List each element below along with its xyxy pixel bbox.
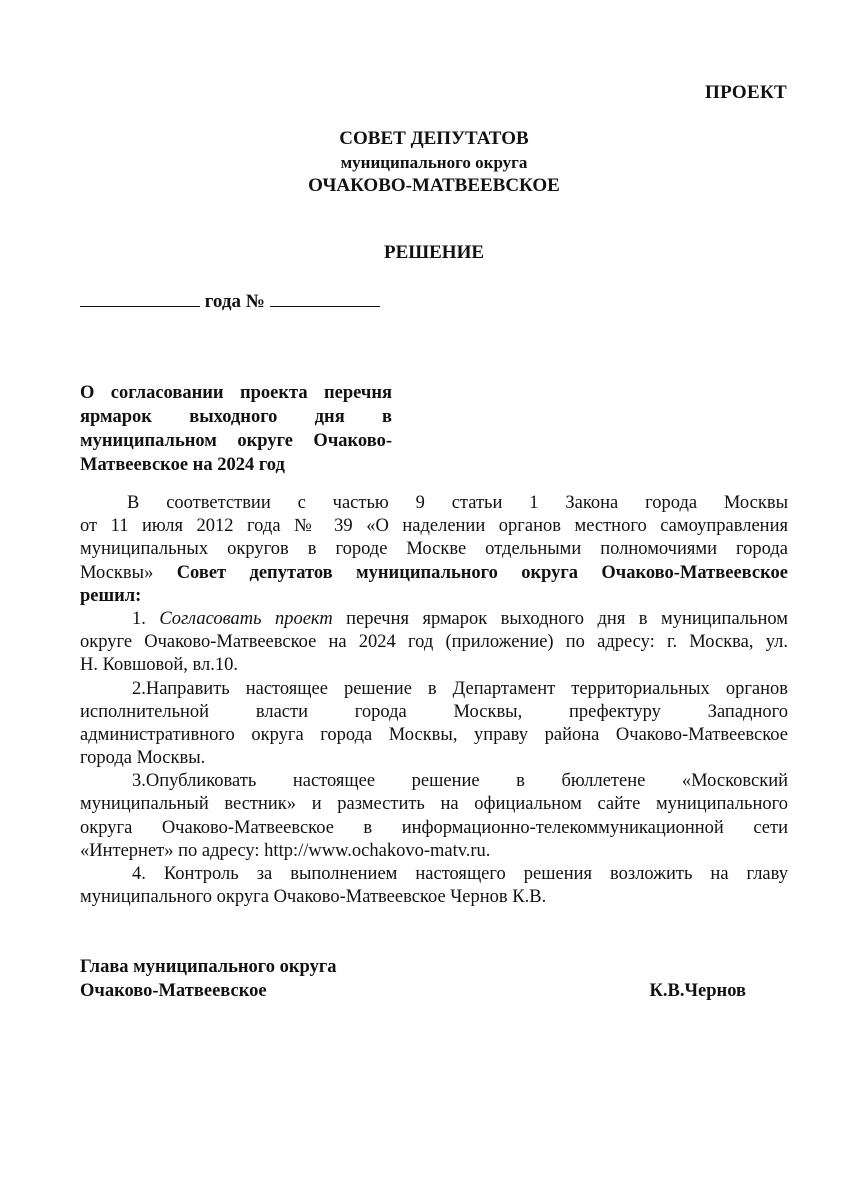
preamble-line [80,562,788,585]
item-1-text: перечня ярмарок выходного дня в муниципальном [346,608,788,629]
preamble-line: В соответствии с частью 9 статьи 1 Закона города Москвы [127,493,788,513]
item-3-line: «Интернет» по адресу: http://www.ochakovo-matv.ru. [80,840,491,861]
item-1-line: округе Очаково-Матвеевское на 2024 год (приложение) по адресу: г. Москва, ул. [80,632,788,653]
item-1-line: Н. Ковшовой, вл.10. [80,655,238,676]
item-1-italic: Согласовать проект [159,608,333,629]
item-1-number: 1. [132,608,146,629]
date-number-line [80,288,380,313]
issuer-line-2: муниципального округа [340,153,528,172]
signatory-title-line: Глава муниципального округа [80,957,337,977]
item-2-line: административного округа города Москвы, управу района Очаково-Матвеевское [80,724,788,745]
subject-line: ярмарок выходного дня в [80,407,392,427]
preamble-line: от 11 июля 2012 года № 39 «О наделении органов местного самоуправления [80,516,788,537]
item-4-line: 4. Контроль за выполнением настоящего решения возложить на главу [132,864,788,884]
signatory-title [80,955,336,1003]
subject-line: О согласовании проекта перечня [80,383,392,403]
item-3-line: 3.Опубликовать настоящее решение в бюллетене «Московский [132,771,788,792]
item-2-line: исполнительной власти города Москвы, префектуру Западного [80,701,788,722]
council-name: Совет депутатов муниципального округа Очаково-Матвеевское [176,562,788,583]
document-type-title: РЕШЕНИЕ [383,242,485,263]
number-blank [270,288,380,307]
issuer-line-1: СОВЕТ ДЕПУТАТОВ [339,128,529,149]
item-3-line: округа Очаково-Матвеевское в информационно-телекоммуникационной сети [80,817,788,838]
draft-stamp: ПРОЕКТ [705,82,787,103]
issuer-line-3: ОЧАКОВО-МАТВЕЕВСКОЕ [308,175,560,196]
subject-line: муниципальном округе Очаково- [80,431,392,451]
preamble-text: Москвы» [80,562,154,583]
date-number-label: года № [204,291,265,312]
decision-subject [80,381,392,477]
decision-body [80,492,788,909]
preamble-line [80,585,788,608]
signatory-title-line: Очаково-Матвеевское [80,981,267,1001]
item-1-line [80,608,788,631]
resolved-label: решил: [80,585,142,606]
subject-line: Матвеевское на 2024 год [80,455,285,475]
signatory-name: К.В.Чернов [649,981,746,1001]
preamble-line: муниципальных округов в городе Москве отдельными полномочиями города [80,539,788,560]
item-3-line: муниципальный вестник» и разместить на официальном сайте муниципального [80,794,788,815]
item-2-line: 2.Направить настоящее решение в Департамент территориальных органов [132,678,788,699]
item-4-line: муниципального округа Очаково-Матвеевское Чернов К.В. [80,887,547,908]
issuer-header [0,127,848,198]
date-blank [80,288,200,307]
item-2-line: города Москвы. [80,748,206,769]
